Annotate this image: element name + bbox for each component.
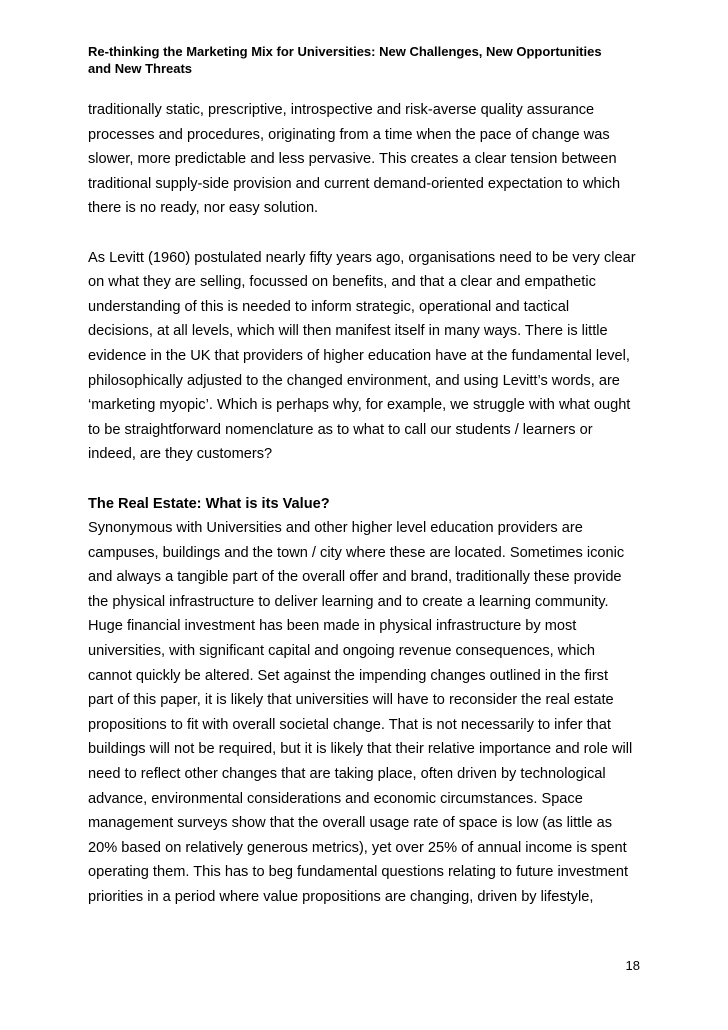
paragraph bbox=[88, 516, 648, 910]
text-line: ‘marketing myopic’. Which is perhaps why, for example, we struggle with what ought bbox=[88, 397, 631, 414]
text-line: Synonymous with Universities and other higher level education providers are bbox=[88, 520, 583, 537]
text-line: the physical infrastructure to deliver learning and to create a learning community. bbox=[88, 593, 609, 610]
paragraph-spacer bbox=[88, 467, 648, 492]
text-line: processes and procedures, originating from a time when the pace of change was bbox=[88, 126, 610, 143]
text-line: propositions to fit with overall societal change. That is not necessarily to infer that bbox=[88, 716, 611, 733]
text-line: indeed, are they customers? bbox=[88, 446, 273, 463]
text-line: campuses, buildings and the town / city where these are located. Sometimes iconic bbox=[88, 544, 625, 561]
text-line: operating them. This has to beg fundamental questions relating to future investment bbox=[88, 864, 629, 881]
paragraph bbox=[88, 98, 648, 221]
text-line: traditional supply-side provision and current demand-oriented expectation to which bbox=[88, 175, 621, 192]
page-number: 18 bbox=[625, 958, 640, 973]
text-line: cannot quickly be altered. Set against the impending changes outlined in the first bbox=[88, 667, 609, 684]
header-title-line: Re-thinking the Marketing Mix for Universities: New Challenges, New Opportunities bbox=[88, 44, 602, 59]
text-line: part of this paper, it is likely that universities will have to reconsider the real estate bbox=[88, 692, 614, 709]
header-title-line: and New Threats bbox=[88, 61, 193, 76]
text-line: there is no ready, nor easy solution. bbox=[88, 200, 319, 217]
text-line: buildings will not be required, but it is likely that their relative importance and role will bbox=[88, 741, 633, 758]
body-text bbox=[88, 98, 648, 910]
section-heading: The Real Estate: What is its Value? bbox=[88, 495, 330, 512]
text-line: Huge financial investment has been made in physical infrastructure by most bbox=[88, 618, 577, 635]
text-line: priorities in a period where value propositions are changing, driven by lifestyle, bbox=[88, 889, 594, 905]
text-line: decisions, at all levels, which will then manifest itself in many ways. There is little bbox=[88, 323, 608, 340]
text-line: understanding of this is needed to inform strategic, operational and tactical bbox=[88, 298, 570, 315]
text-line: traditionally static, prescriptive, introspective and risk-averse quality assurance bbox=[88, 102, 595, 118]
text-line: 20% based on relatively generous metrics), yet over 25% of annual income is spent bbox=[88, 839, 627, 856]
text-line: and always a tangible part of the overall offer and brand, traditionally these provide bbox=[88, 569, 622, 586]
text-line: need to reflect other changes that are taking place, often driven by technological bbox=[88, 766, 606, 783]
paragraph bbox=[88, 246, 648, 467]
text-line: to be straightforward nomenclature as to what to call our students / learners or bbox=[88, 421, 593, 438]
text-line: on what they are selling, focussed on benefits, and that a clear and empathetic bbox=[88, 274, 596, 291]
text-line: universities, with significant capital and ongoing revenue consequences, which bbox=[88, 643, 596, 660]
text-line: As Levitt (1960) postulated nearly fifty years ago, organisations need to be very clear bbox=[88, 249, 636, 266]
text-line: evidence in the UK that providers of higher education have at the fundamental level, bbox=[88, 347, 630, 364]
text-line: slower, more predictable and less pervasive. This creates a clear tension between bbox=[88, 151, 617, 168]
running-header bbox=[88, 43, 648, 77]
text-line: management surveys show that the overall usage rate of space is low (as little as bbox=[88, 815, 613, 832]
text-line: advance, environmental considerations and economic circumstances. Space bbox=[88, 790, 583, 807]
paragraph-spacer bbox=[88, 221, 648, 246]
text-line: philosophically adjusted to the changed environment, and using Levitt’s words, are bbox=[88, 372, 620, 389]
